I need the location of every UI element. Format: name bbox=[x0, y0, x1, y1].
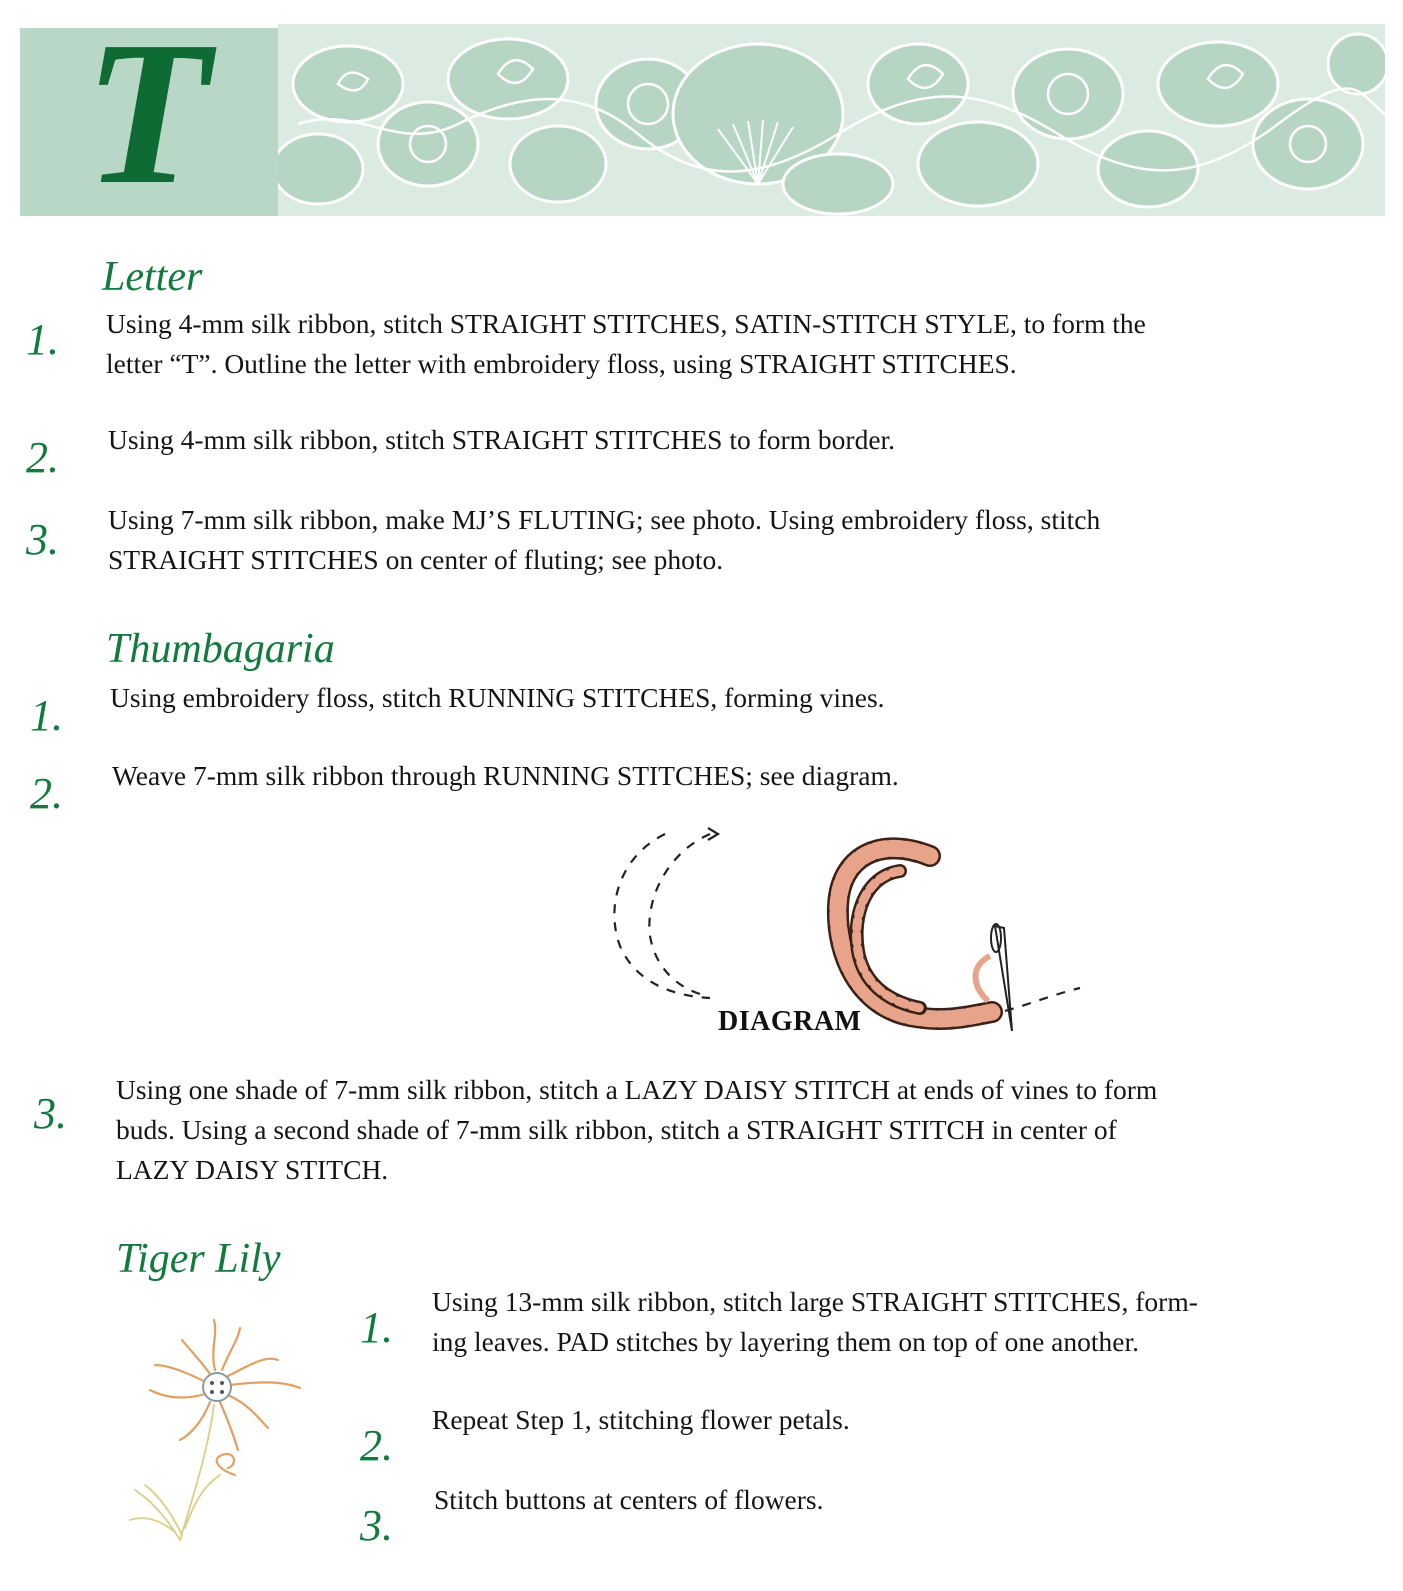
step-number: 1. bbox=[26, 315, 59, 364]
letter-block bbox=[20, 0, 278, 227]
tiger-lily-illustration bbox=[110, 1310, 320, 1550]
step-text: Using 4-mm silk ribbon, stitch STRAIGHT STITCHES, SATIN-STITCH STYLE, to form the letter “T”. Outline the letter with embroidery floss, using STRAIGHT STITCHES. bbox=[106, 308, 1146, 379]
step-text: Using embroidery floss, stitch RUNNING STITCHES, forming vines. bbox=[110, 682, 885, 713]
chapter-letter: T bbox=[84, 0, 210, 227]
step-text: Repeat Step 1, stitching flower petals. bbox=[432, 1404, 850, 1435]
step-text: Using 7-mm silk ribbon, make MJ’S FLUTING; see photo. Using embroidery floss, stitch STRAIGHT STITCHES on center of fluting; see photo. bbox=[108, 504, 1101, 575]
step-text: Using 4-mm silk ribbon, stitch STRAIGHT STITCHES to form border. bbox=[108, 424, 896, 455]
step-text: Using 13-mm silk ribbon, stitch large STRAIGHT STITCHES, form- ing leaves. PAD stitches by layering them on top of one another. bbox=[432, 1286, 1198, 1357]
step-number: 1. bbox=[30, 691, 63, 740]
step-number: 1. bbox=[360, 1303, 393, 1352]
step-text: Stitch buttons at centers of flowers. bbox=[434, 1484, 824, 1515]
header-banner bbox=[20, 0, 1385, 227]
step-number: 3. bbox=[360, 1501, 393, 1550]
section-title-thumbagaria: Thumbagaria bbox=[106, 626, 335, 672]
section-title-letter: Letter bbox=[102, 254, 203, 300]
step-text: Weave 7-mm silk ribbon through RUNNING STITCHES; see diagram. bbox=[112, 760, 899, 791]
step-number: 2. bbox=[26, 433, 59, 482]
step-number: 3. bbox=[34, 1089, 67, 1138]
section-title-tiger-lily: Tiger Lily bbox=[116, 1236, 281, 1282]
step-number: 3. bbox=[26, 515, 59, 564]
step-text: Using one shade of 7-mm silk ribbon, stitch a LAZY DAISY STITCH at ends of vines to form buds. Using a second shade of 7-mm silk ribbon, stitch a STRAIGHT STITCH in center of LAZY DAISY STITCH. bbox=[116, 1074, 1158, 1185]
step-number: 2. bbox=[360, 1421, 393, 1470]
step-number: 2. bbox=[30, 769, 63, 818]
diagram-label: DIAGRAM bbox=[718, 1006, 862, 1037]
floral-border-illustration bbox=[278, 24, 1385, 216]
